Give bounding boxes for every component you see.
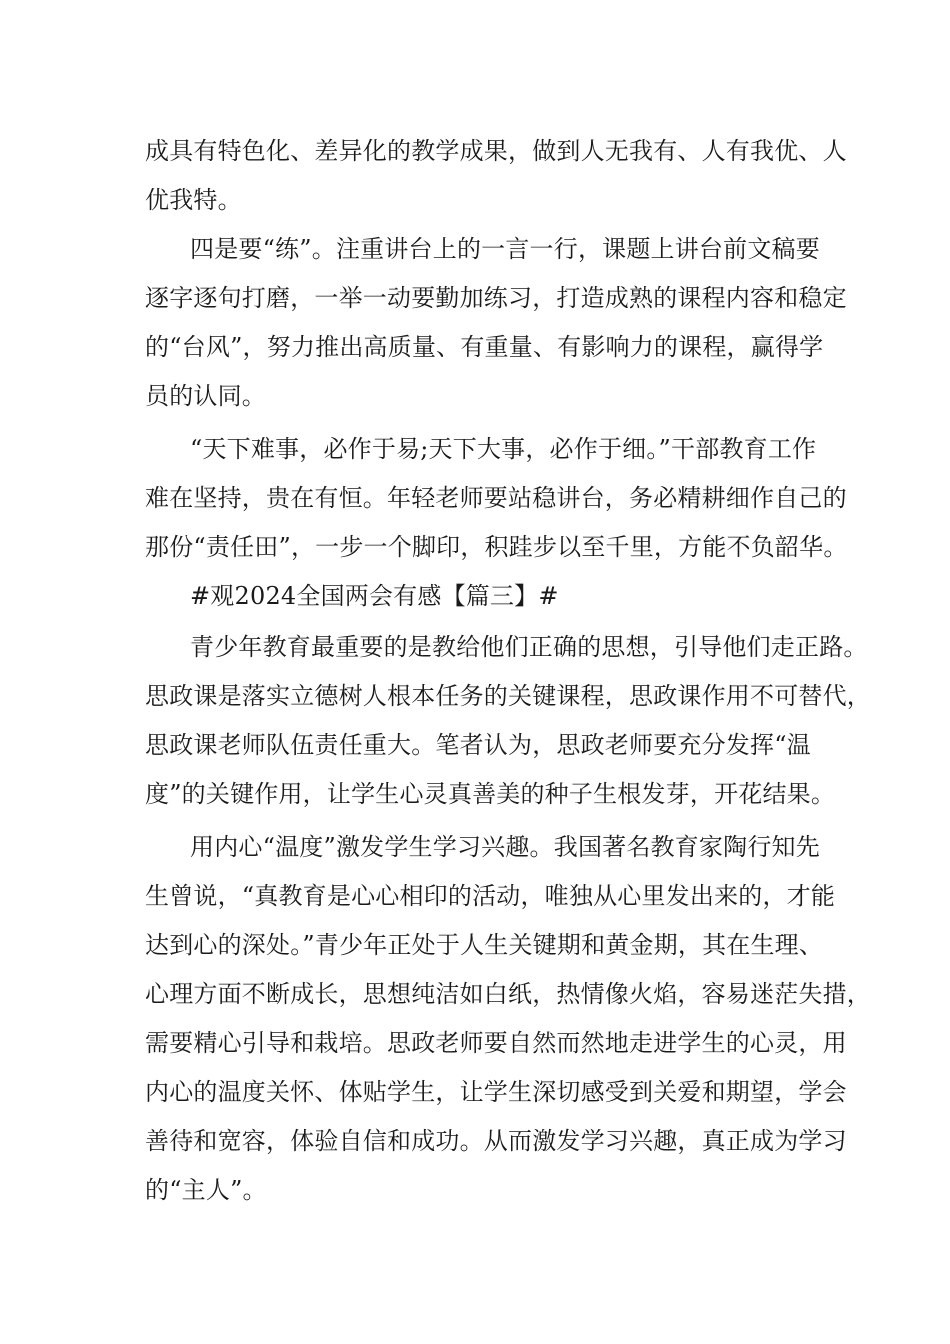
paragraph-line: 心理方面不断成长，思想纯洁如白纸，热情像火焰，容易迷茫失措， (145, 980, 871, 1008)
paragraph-line: “天下难事，必作于易;天下大事，必作于细。”干部教育工作 (190, 435, 817, 463)
paragraph-line: 员的认同。 (145, 382, 266, 410)
paragraph-line: 度”的关键作用，让学生心灵真善美的种子生根发芽，开花结果。 (145, 780, 836, 808)
paragraph-line: 内心的温度关怀、体贴学生，让学生深切感受到关爱和期望，学会 (145, 1078, 847, 1106)
paragraph-line: 逐字逐句打磨，一举一动要勤加练习，打造成熟的课程内容和稳定 (145, 284, 847, 312)
paragraph-line: 生曾说，“真教育是心心相印的活动，唯独从心里发出来的，才能 (145, 882, 836, 910)
paragraph-line: 四是要“练”。注重讲台上的一言一行，课题上讲台前文稿要 (190, 235, 820, 263)
paragraph-line: 达到心的深处。”青少年正处于人生关键期和黄金期，其在生理、 (145, 931, 824, 959)
paragraph-line: 善待和宽容，体验自信和成功。从而激发学习兴趣，真正成为学习 (145, 1127, 847, 1155)
paragraph-line: 难在坚持，贵在有恒。年轻老师要站稳讲台，务必精耕细作自己的 (145, 484, 847, 512)
paragraph-line: 思政课老师队伍责任重大。笔者认为，思政老师要充分发挥“温 (145, 731, 811, 759)
paragraph-line: 的“台风”，努力推出高质量、有重量、有影响力的课程，赢得学 (145, 333, 824, 361)
paragraph-line: 思政课是落实立德树人根本任务的关键课程，思政课作用不可替代， (145, 682, 871, 710)
paragraph-line: 的“主人”。 (145, 1176, 267, 1204)
paragraph-line: 优我特。 (145, 186, 242, 214)
paragraph-line: 成具有特色化、差异化的教学成果，做到人无我有、人有我优、人 (145, 137, 847, 165)
paragraph-line: 青少年教育最重要的是教给他们正确的思想，引导他们走正路。 (190, 633, 868, 661)
section-heading: #观2024全国两会有感【篇三】# (190, 582, 559, 610)
paragraph-line: 那份“责任田”，一步一个脚印，积跬步以至千里，方能不负韶华。 (145, 533, 848, 561)
paragraph-line: 用内心“温度”激发学生学习兴趣。我国著名教育家陶行知先 (190, 833, 820, 861)
paragraph-line: 需要精心引导和栽培。思政老师要自然而然地走进学生的心灵，用 (145, 1029, 847, 1057)
